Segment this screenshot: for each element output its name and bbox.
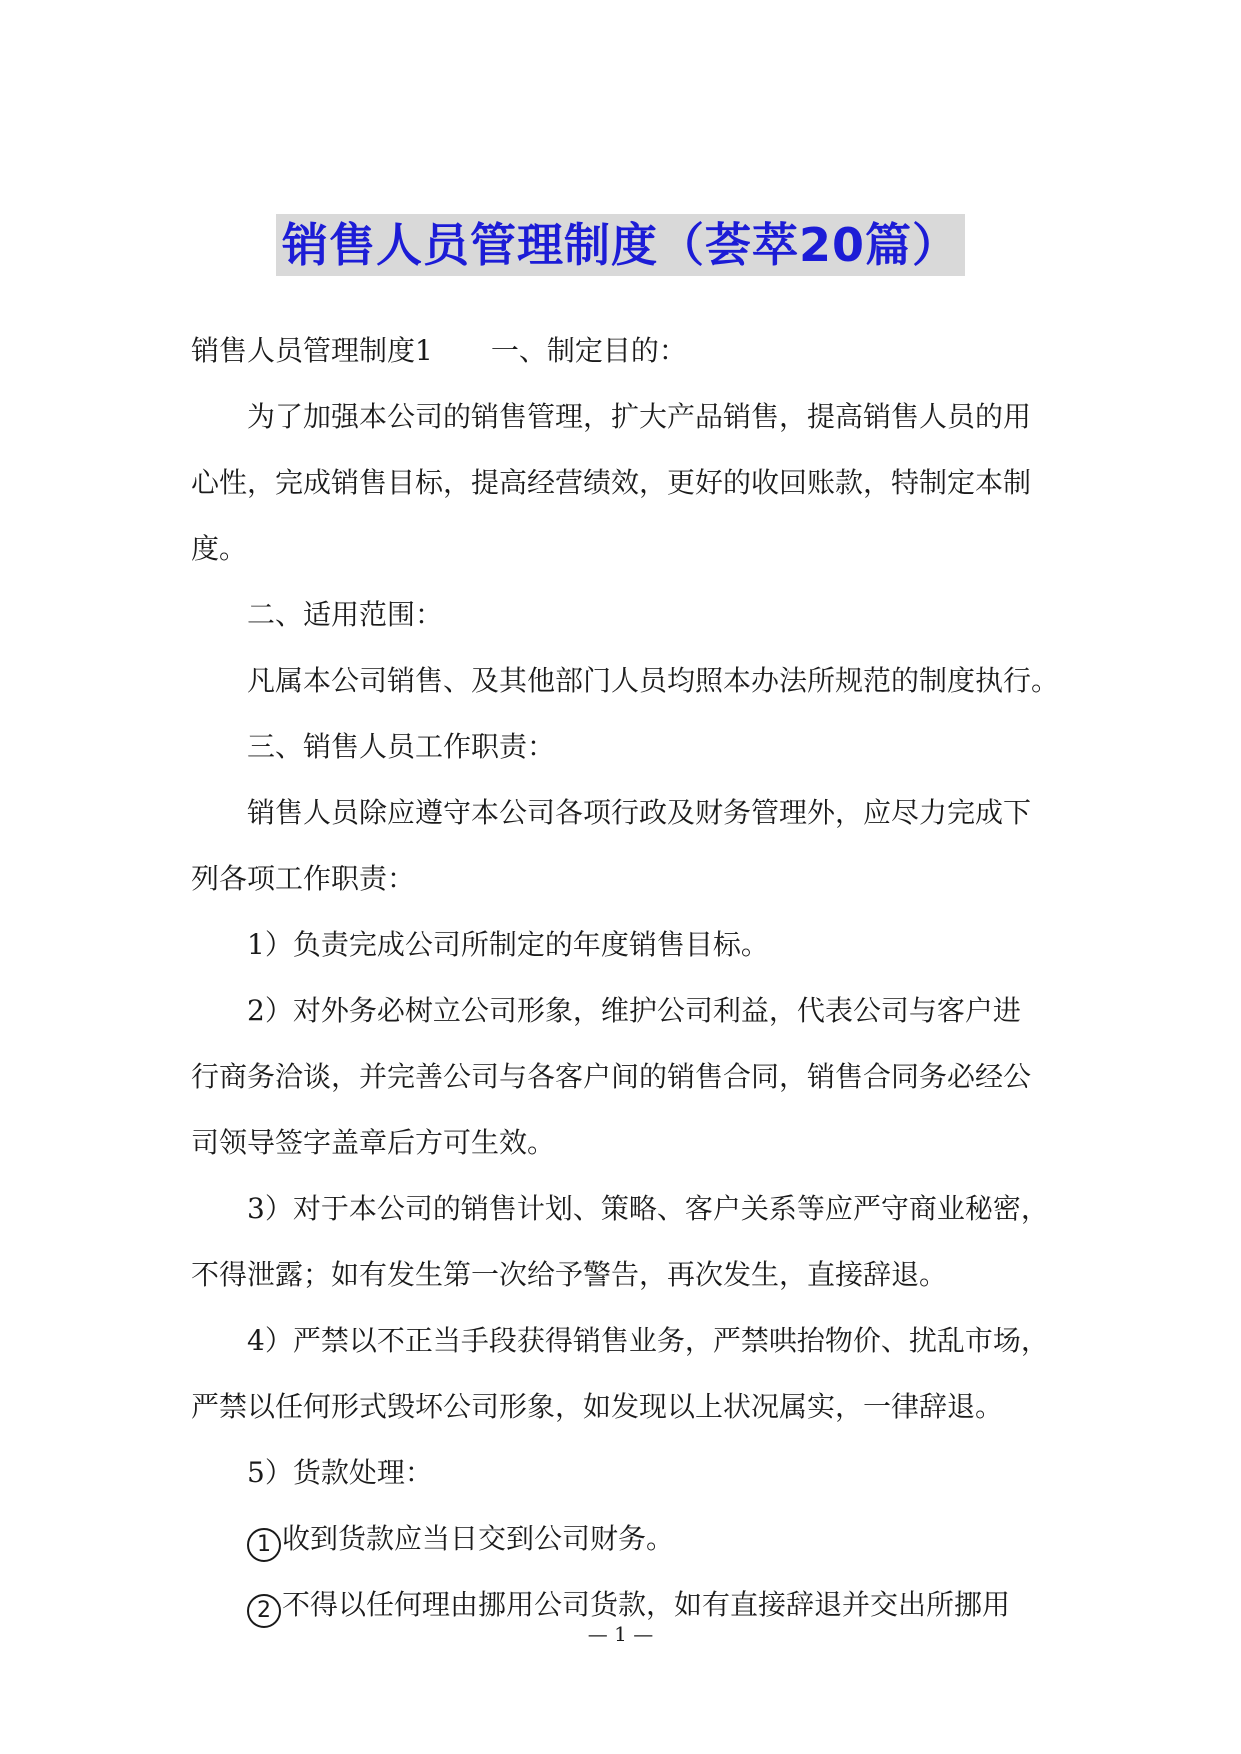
paragraph-line: 度。: [191, 532, 248, 565]
page-number: — 1 —: [587, 1622, 654, 1646]
paragraph-line: 为了加强本公司的销售管理，扩大产品销售，提高销售人员的用: [247, 400, 1032, 433]
paragraph-line: 2）对外务必树立公司形象，维护公司利益，代表公司与客户进: [247, 994, 1021, 1027]
paragraph-line: [191, 1506, 1061, 1572]
paragraph-line: 司领导签字盖章后方可生效。: [191, 1126, 556, 1159]
paragraph-line: 二、适用范围：: [247, 598, 444, 631]
section-heading: 销售人员管理制度1: [191, 334, 433, 367]
paragraph-line: 三、销售人员工作职责：: [247, 730, 556, 763]
paragraph-line: [191, 318, 1061, 384]
paragraph-line: 行商务洽谈，并完善公司与各客户间的销售合同，销售合同务必经公: [191, 1060, 1032, 1093]
paragraph-line: 心性，完成销售目标，提高经营绩效，更好的收回账款，特制定本制: [191, 466, 1032, 499]
paragraph-line: 销售人员除应遵守本公司各项行政及财务管理外，应尽力完成下: [247, 796, 1032, 829]
section-subheading: 一、制定目的：: [490, 334, 687, 367]
document-body: [191, 318, 1061, 1638]
paragraph-line: 不得泄露；如有发生第一次给予警告，再次发生，直接辞退。: [191, 1258, 948, 1291]
paragraph-line: 严禁以任何形式毁坏公司形象，如发现以上状况属实，一律辞退。: [191, 1390, 1004, 1423]
paragraph-line: 3）对于本公司的销售计划、策略、客户关系等应严守商业秘密，: [247, 1192, 1049, 1225]
circled-number-marker: 2: [247, 1594, 281, 1628]
paragraph-line: 4）严禁以不正当手段获得销售业务，严禁哄抬物价、扰乱市场，: [247, 1324, 1049, 1357]
paragraph-line: 凡属本公司销售、及其他部门人员均照本办法所规范的制度执行。: [247, 664, 1060, 697]
paragraph-line: 1）负责完成公司所制定的年度销售目标。: [247, 928, 769, 961]
list-item-text: 收到货款应当日交到公司财务。: [282, 1522, 675, 1555]
list-item-text: 不得以任何理由挪用公司货款，如有直接辞退并交出所挪用: [282, 1588, 1011, 1621]
circled-number-marker: 1: [247, 1528, 281, 1562]
paragraph-line: 列各项工作职责：: [191, 862, 416, 895]
document-title: 销售人员管理制度（荟萃20篇）: [276, 214, 965, 276]
title-wrap: [0, 214, 1241, 276]
paragraph-line: 5）货款处理：: [247, 1456, 433, 1489]
